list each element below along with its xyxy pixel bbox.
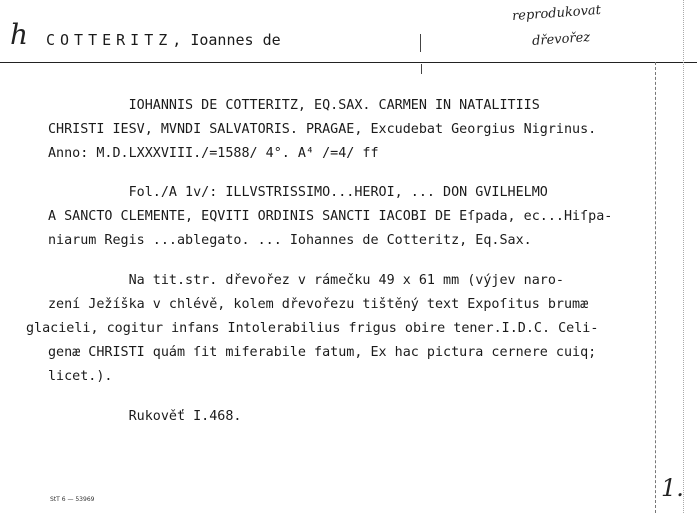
entry-line: glacieli, cogitur infans Intolerabilius frigus obire tener.I.D.C. Celi- xyxy=(26,321,599,336)
handwritten-note-line-2: dřevořez xyxy=(531,29,591,50)
entry-line: genæ CHRISTI quám ſit miferabile fatum, Ex hac pictura cernere cuiq; xyxy=(48,345,597,360)
card-edge-rule xyxy=(683,0,684,513)
entry-line: licet.). xyxy=(48,369,113,384)
entry-line: CHRISTI IESV, MVNDI SALVATORIS. PRAGAE, Excudebat Georgius Nigrinus. xyxy=(48,122,597,137)
entry-line: Na tit.str. dřevořez v rámečku 49 x 61 mm (výjev naro- xyxy=(48,273,564,288)
entry-line: A SANCTO CLEMENTE, EQVITI ORDINIS SANCTI IACOBI DE Eſpada, ec...Hiſpa- xyxy=(48,209,613,224)
right-margin-rule xyxy=(655,62,656,513)
entry-line: zení Ježíška v chlévě, kolem dřevořezu tištěný text Expoſitus brumæ xyxy=(48,297,589,312)
footer-code: StT 6 — 53969 xyxy=(50,496,95,503)
heading-entry xyxy=(46,31,281,49)
entry-line: IOHANNIS DE COTTERITZ, EQ.SAX. CARMEN IN NATALITIIS xyxy=(48,98,540,113)
corner-mark: h xyxy=(10,18,29,51)
header-tick-mark xyxy=(420,34,421,52)
entry-line: niarum Regis ...ablegato. ... Iohannes de Cotteritz, Eq.Sax. xyxy=(48,233,532,248)
handwritten-note-line-1: reprodukovat xyxy=(511,2,602,25)
entry-line: Fol./A 1v/: ILLVSTRISSIMO...HEROI, ... DON GVILHELMO xyxy=(48,185,548,200)
entry-line: Rukověť I.468. xyxy=(48,409,242,424)
entry-line: Anno: M.D.LXXXVIII./=1588/ 4°. A⁴ /=4/ ff xyxy=(48,146,379,161)
header-rule xyxy=(0,62,697,63)
page-number: 1. xyxy=(661,474,684,502)
rule-tick-mark xyxy=(421,64,422,74)
heading-given-name: , Ioannes de xyxy=(172,31,281,49)
heading-surname: COTTERITZ xyxy=(46,31,173,49)
